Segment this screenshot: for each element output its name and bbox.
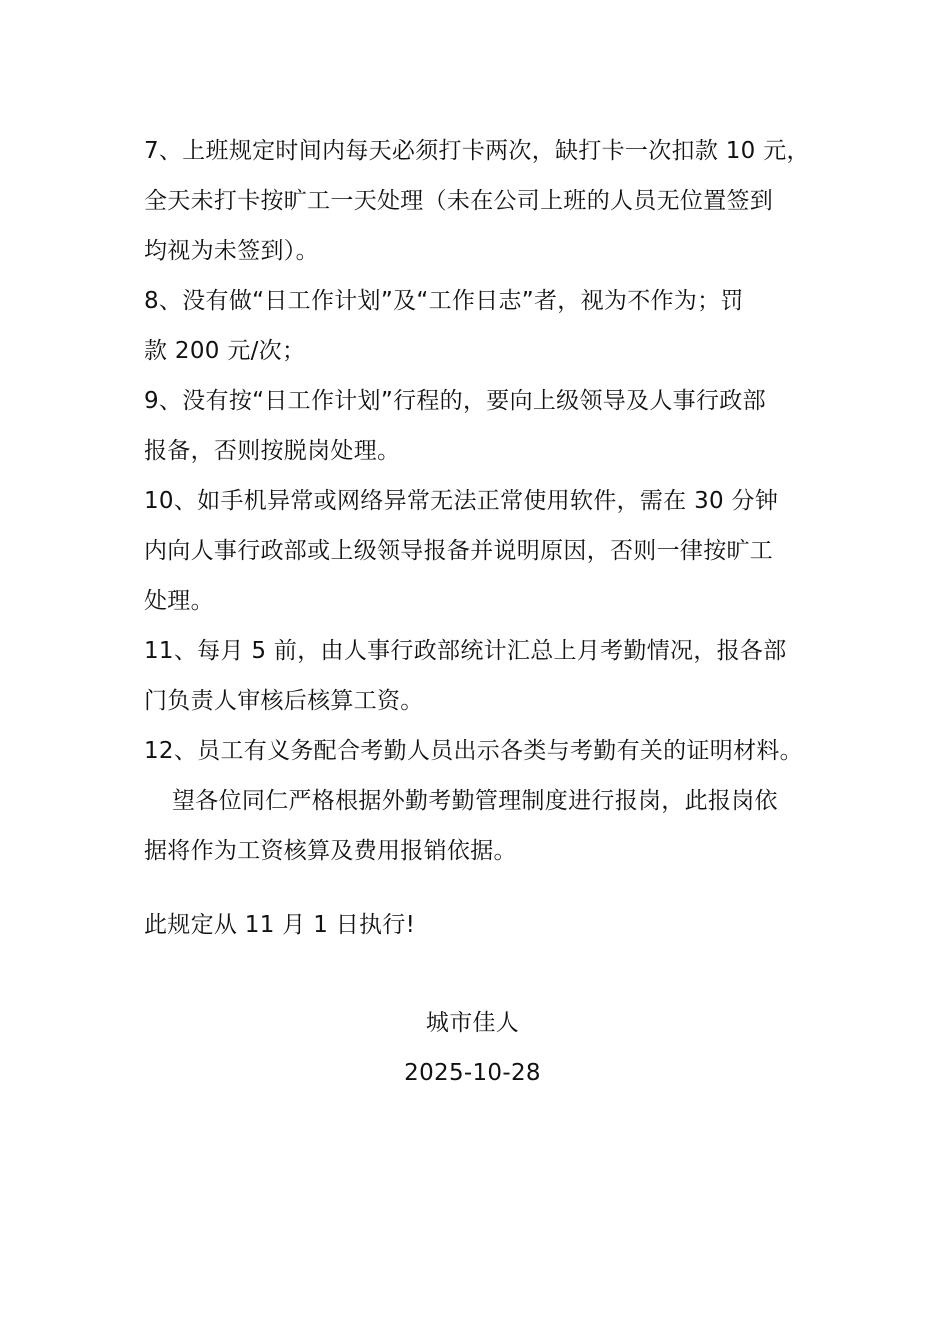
rule-10-line-3: 处理。 <box>144 588 214 614</box>
rule-10-line-2: 内向人事行政部或上级领导报备并说明原因，否则一律按旷工 <box>144 538 774 564</box>
rule-7-line-1: 7、上班规定时间内每天必须打卡两次，缺打卡一次扣款 10 元， <box>144 138 810 164</box>
rule-7-line-2: 全天未打卡按旷工一天处理（未在公司上班的人员无位置签到 <box>144 188 774 214</box>
rule-11-line-1: 11、每月 5 前，由人事行政部统计汇总上月考勤情况，报各部 <box>144 638 787 664</box>
rule-7-line-3: 均视为未签到）。 <box>144 238 319 264</box>
signature-name: 城市佳人 <box>425 1010 520 1036</box>
closing-line-2: 据将作为工资核算及费用报销依据。 <box>144 838 517 864</box>
signature-date: 2025-10-28 <box>404 1060 541 1086</box>
rule-10-line-1: 10、如手机异常或网络异常无法正常使用软件，需在 30 分钟 <box>144 488 779 514</box>
rule-8-line-2: 款 200 元/次； <box>144 338 306 364</box>
rule-11-line-2: 门负责人审核后核算工资。 <box>144 688 424 714</box>
rule-8-line-1: 8、没有做“日工作计划”及“工作日志”者，视为不作为；罚 <box>144 288 744 314</box>
effective-statement: 此规定从 11 月 1 日执行! <box>144 912 416 938</box>
rule-9-line-2: 报备，否则按脱岗处理。 <box>144 438 401 464</box>
rule-12-line-1: 12、员工有义务配合考勤人员出示各类与考勤有关的证明材料。 <box>144 738 803 764</box>
closing-line-1: 望各位同仁严格根据外勤考勤管理制度进行报岗，此报岗依 <box>172 788 778 814</box>
rule-9-line-1: 9、没有按“日工作计划”行程的，要向上级领导及人事行政部 <box>144 388 766 414</box>
